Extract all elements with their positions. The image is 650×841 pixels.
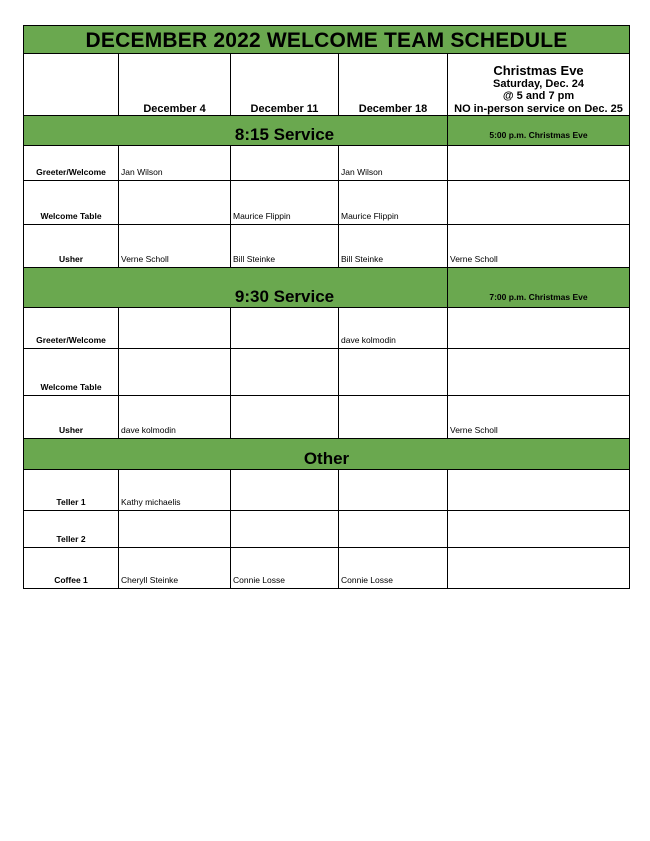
table-row xyxy=(24,308,630,349)
section-930-title: 9:30 Service xyxy=(231,268,339,308)
schedule-cell xyxy=(231,511,339,548)
schedule-cell: Cheryll Steinke xyxy=(119,548,231,589)
schedule-cell: Bill Steinke xyxy=(339,225,448,268)
schedule-cell xyxy=(448,548,630,589)
schedule-cell xyxy=(119,349,231,396)
table-row xyxy=(24,146,630,181)
schedule-cell: Kathy michaelis xyxy=(119,470,231,511)
section-815-header xyxy=(24,116,630,146)
schedule-cell xyxy=(448,349,630,396)
schedule-cell xyxy=(231,308,339,349)
schedule-cell xyxy=(119,181,231,225)
schedule-cell: Bill Steinke xyxy=(231,225,339,268)
schedule-cell xyxy=(231,396,339,439)
header-blank xyxy=(24,54,119,116)
schedule-cell xyxy=(119,511,231,548)
schedule-cell: dave kolmodin xyxy=(119,396,231,439)
section-930-header xyxy=(24,268,630,308)
christmas-eve-times: @ 5 and 7 pm xyxy=(502,90,575,102)
table-row xyxy=(24,225,630,268)
christmas-eve-note: NO in-person service on Dec. 25 xyxy=(454,102,623,115)
role-label: Teller 2 xyxy=(24,511,119,548)
christmas-eve-date: Saturday, Dec. 24 xyxy=(493,77,584,90)
schedule-cell xyxy=(339,470,448,511)
schedule-cell xyxy=(448,511,630,548)
schedule-cell: Maurice Flippin xyxy=(339,181,448,225)
table-row xyxy=(24,470,630,511)
role-label: Coffee 1 xyxy=(24,548,119,589)
header-december-11: December 11 xyxy=(231,54,339,116)
header-row xyxy=(24,54,630,116)
schedule-cell: Connie Losse xyxy=(339,548,448,589)
schedule-cell xyxy=(231,349,339,396)
role-label: Welcome Table xyxy=(24,181,119,225)
schedule-cell: Verne Scholl xyxy=(119,225,231,268)
schedule-cell xyxy=(448,470,630,511)
table-row xyxy=(24,396,630,439)
schedule-cell: Verne Scholl xyxy=(448,225,630,268)
section-other-header xyxy=(24,439,630,470)
schedule-cell: dave kolmodin xyxy=(339,308,448,349)
schedule-cell xyxy=(231,470,339,511)
role-label: Greeter/Welcome xyxy=(24,308,119,349)
schedule-cell: Maurice Flippin xyxy=(231,181,339,225)
schedule-cell xyxy=(448,181,630,225)
schedule-table xyxy=(23,25,630,589)
christmas-eve-title: Christmas Eve xyxy=(493,62,584,78)
header-december-4: December 4 xyxy=(119,54,231,116)
schedule-cell: Verne Scholl xyxy=(448,396,630,439)
role-label: Welcome Table xyxy=(24,349,119,396)
section-930-note: 7:00 p.m. Christmas Eve xyxy=(448,268,630,308)
schedule-cell: Connie Losse xyxy=(231,548,339,589)
table-row xyxy=(24,181,630,225)
table-row xyxy=(24,511,630,548)
schedule-cell xyxy=(339,396,448,439)
schedule-title: DECEMBER 2022 WELCOME TEAM SCHEDULE xyxy=(24,26,630,54)
schedule-cell xyxy=(231,146,339,181)
schedule-cell: Jan Wilson xyxy=(339,146,448,181)
title-row xyxy=(24,26,630,54)
section-815-note: 5:00 p.m. Christmas Eve xyxy=(448,116,630,146)
schedule-cell: Jan Wilson xyxy=(119,146,231,181)
table-row xyxy=(24,548,630,589)
section-other-title: Other xyxy=(24,439,630,470)
schedule-cell xyxy=(119,308,231,349)
table-row xyxy=(24,349,630,396)
role-label: Usher xyxy=(24,225,119,268)
role-label: Usher xyxy=(24,396,119,439)
schedule-cell xyxy=(448,146,630,181)
header-christmas-eve xyxy=(448,54,630,116)
header-december-18: December 18 xyxy=(339,54,448,116)
section-815-title: 8:15 Service xyxy=(231,116,339,146)
schedule-cell xyxy=(339,349,448,396)
schedule-cell xyxy=(339,511,448,548)
role-label: Teller 1 xyxy=(24,470,119,511)
schedule-cell xyxy=(448,308,630,349)
role-label: Greeter/Welcome xyxy=(24,146,119,181)
